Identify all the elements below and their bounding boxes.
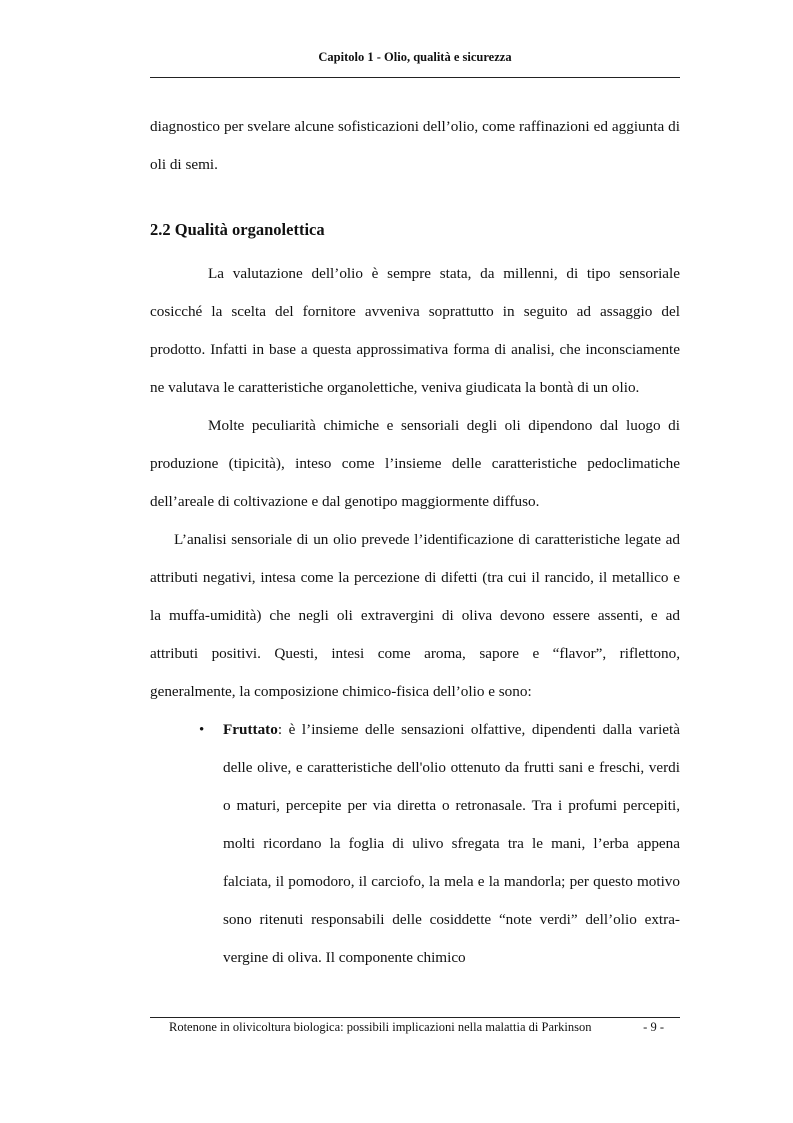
list-item-term: Fruttato	[223, 721, 278, 738]
body-paragraph-2: Molte peculiarità chimiche e sensoriali degli oli dipendono dal luogo di produzione (tipicità), inteso come l’insieme delle caratteristiche pedoclimatiche dell’areale di coltivazione e dal genotipo maggiormente diffuso.	[150, 417, 680, 510]
footer-rule	[150, 1017, 680, 1018]
body-paragraph-1: La valutazione dell’olio è sempre stata, da millenni, di tipo sensoriale cosicché la scelta del fornitore avveniva soprattutto in seguito ad assaggio del prodotto. Infatti in base a questa approssimativa forma di analisi, che inconsciamente ne valutava le caratteristiche organolettiche, veniva giudicata la bontà di un olio.	[150, 265, 680, 396]
page-number: - 9 -	[643, 1020, 664, 1034]
bullet-icon: •	[199, 722, 205, 738]
page-body	[150, 108, 680, 977]
continuation-paragraph: diagnostico per svelare alcune sofisticazioni dell’olio, come raffinazioni ed aggiunta di oli di semi.	[150, 118, 680, 173]
attribute-list	[150, 711, 680, 977]
list-item-text: : è l’insieme delle sensazioni olfattive, dipendenti dalla varietà delle olive, e caratteristiche dell'olio ottenuto da frutti sani e freschi, verdi o maturi, percepite per via diretta o retronasale. Tra i profumi percepiti, molti ricordano la foglia di ulivo sfregata tra le mani, l’erba appena falciata, il pomodoro, il carciofo, la mela e la mandorla; per questo motivo sono ritenuti responsabili delle cosiddette “note verdi” dell’olio extra-vergine di oliva. Il componente chimico	[223, 721, 680, 966]
section-heading: 2.2 Qualità organolettica	[150, 220, 325, 239]
running-header-title: Capitolo 1 - Olio, qualità e sicurezza	[318, 50, 512, 64]
footer-title: Rotenone in olivicoltura biologica: possibili implicazioni nella malattia di Parkinson	[169, 1020, 592, 1034]
header-rule	[150, 77, 680, 78]
body-paragraph-3: L’analisi sensoriale di un olio prevede l’identificazione di caratteristiche legate ad attributi negativi, intesa come la percezione di difetti (tra cui il rancido, il metallico e la muffa-umidità) che negli oli extravergini di oliva devono essere assenti, e ad attributi positivi. Questi, intesi come aroma, sapore e “flavor”, riflettono, generalmente, la composizione chimico-fisica dell’olio e sono:	[150, 531, 680, 700]
list-item	[150, 711, 680, 977]
